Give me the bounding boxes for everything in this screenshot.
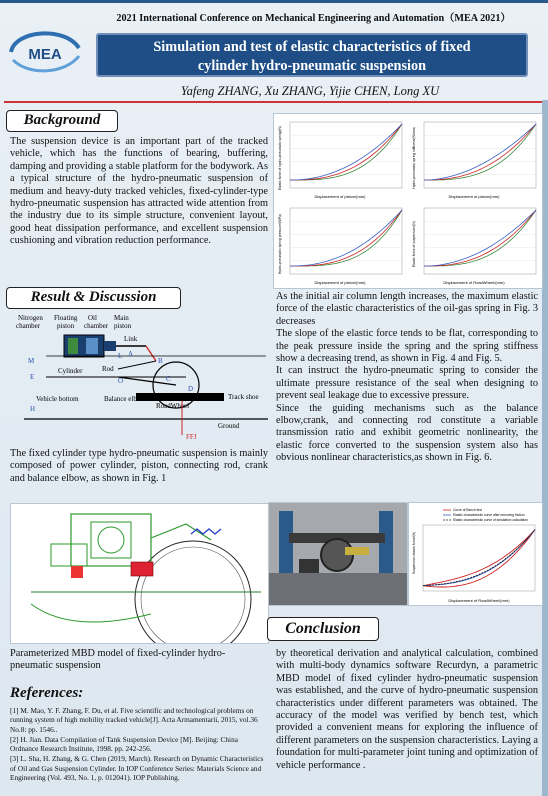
fig6-no-friction — [423, 530, 535, 586]
fig6-legend — [443, 508, 528, 522]
references-heading: References: — [10, 685, 84, 701]
reference-item: [2] H. Jian. Data Compilation of Tank Suspension Device [M]. Beijing: China Ordnance Research Institute, 1998. pp. 242-256. — [10, 734, 238, 754]
mbd-model-figure — [10, 503, 269, 644]
label-track-shoe: Track shoe — [228, 393, 259, 401]
result-heading: Result & Discussion — [6, 287, 181, 309]
fig6-legend-item-3: Elastic characteristic curve of simulation calculation — [453, 518, 528, 522]
label-oil-2: chamber — [84, 322, 109, 330]
label-link: Link — [124, 335, 138, 343]
label-l: L — [118, 352, 123, 360]
chart-2-xlabel: Displacement of piston/(mm) — [448, 194, 500, 199]
fig6-chart — [409, 503, 542, 605]
reference-item: [1] M. Mao, Y. F. Zhang, F. Du, et al. Five scientific and technological problems on running system of high mobility tracked vehicle[J]. Acta Armamentarii, 2015, vol.36 No.8: pp. 1546.. — [10, 706, 258, 734]
chart-3-ylabel: Hydro-pneumatic spring pressure/(MPa) — [278, 213, 282, 275]
label-ffj: FFJ — [186, 433, 197, 441]
label-oil: Oil — [88, 314, 97, 322]
reference-item: [3] L. Sha, H. Zhang, & G. Chen (2019, March). Research on Dynamic Characteristics of Oil and Gas Suspension Cylinder. In IOP Conference Series: Materials Science and Engineering (Vol. 493, No. 1, p. 012041). IOP Publishing. — [10, 754, 264, 783]
authors: Yafeng ZHANG, Xu ZHANG, Yijie CHEN, Long XU — [180, 84, 440, 98]
label-nitrogen: Nitrogen — [18, 314, 43, 322]
fig6-legend-item-1: Curve of Bench test — [453, 508, 482, 512]
label-floating-2: piston — [57, 322, 75, 330]
chart-3-xlabel: Displacement of piston/(mm) — [314, 280, 366, 285]
track-shoe-bar — [136, 393, 224, 401]
fig6-ylabel: Suspension elastic force/(N) — [412, 531, 416, 575]
chart-1-ylabel: Elastic force of hydro-pneumatic spring/(N) — [278, 125, 282, 191]
results-paragraph-3: It can instruct the hydro-pneumatic spring to consider the ultimate pressure resistance of the seal when designing to prevent seal leakage due to excessive pressure. — [276, 365, 538, 402]
title-line-2: cylinder hydro-pneumatic suspension — [197, 58, 427, 74]
main-piston — [104, 341, 116, 351]
poster-title — [96, 33, 528, 77]
chart-4-xlabel: Displacement of RoadWheel/(mm) — [443, 280, 505, 285]
mea-logo-icon — [5, 22, 85, 78]
label-e: E — [30, 373, 35, 381]
background-text: The suspension device is an important part of the tracked vehicle, which has the functions of bearing, buffering, damping and providing a stable platform for the bodywork. As a typical structure of the hydro-pneumatic suspension of medium and heavy-duty tracked vehicles, fixed-cylinder-type hydro-pneumatic suspension has attracted wide attention from the industry due to its simple structure, convenient layout, good heat dissipation performance, and excellent suspension cushioning and vibration reduction performance. — [10, 136, 268, 247]
fig6-xlabel: Displacement of RoadWheel/(mm) — [448, 598, 510, 603]
label-nitrogen-2: chamber — [16, 322, 41, 330]
conclusion-text: by theoretical derivation and analytical calculation, combined with multi-body dynamics software Recurdyn, a parametric MBD model of fixed cylinder hydro-pneumatic suspension was established, and the curve of hydro-pneumatic suspension characteristics under different parameters was obtained. The accuracy of the model was verified by bench test, which provided a convenient means for exploring the influence of different parameters on the suspension characteristics. Laying a foundation for multi-parameter joint tuning and optimization of vehicle performance . — [276, 648, 538, 771]
logo-text: MEA — [28, 46, 62, 63]
top-bar — [0, 0, 548, 3]
label-vehicle-bottom: Vehicle bottom — [36, 395, 79, 403]
fig6-legend-item-2: Elastic characteristic curve after removing friction — [453, 513, 525, 517]
label-m: M — [28, 357, 35, 365]
chart-1-xlabel: Displacement of piston/(mm) — [314, 194, 366, 199]
oil-chamber — [86, 338, 98, 354]
chart-4-ylabel: Elastic force of suspension/(N) — [412, 221, 416, 267]
fig6-bench-lower — [423, 530, 535, 587]
label-h: H — [30, 405, 36, 413]
label-main-2: piston — [114, 322, 132, 330]
fig6-simulation — [423, 530, 535, 586]
bench-test-drawing — [269, 503, 407, 605]
label-cylinder: Cylinder — [58, 367, 83, 375]
conclusion-heading: Conclusion — [267, 617, 379, 641]
mbd-caption: Parameterized MBD model of fixed-cylinder hydro-pneumatic suspension — [10, 648, 226, 672]
mbd-model-drawing — [11, 504, 268, 643]
label-main: Main — [114, 314, 129, 322]
label-balance-elbow: Balance elbow — [104, 395, 146, 403]
label-b: B — [158, 357, 163, 365]
fig1-text: The fixed cylinder type hydro-pneumatic suspension is mainly composed of power cylinder, piston, connecting rod, crank and balance elbow, as shown in Fig. 1 — [10, 448, 268, 484]
fig6-bench-upper — [423, 530, 535, 586]
charts-grid — [274, 114, 542, 288]
label-o: O — [118, 377, 124, 385]
chart-3-frame — [290, 208, 402, 274]
results-paragraph-4: Since the guiding mechanisms such as the balance elbow,crank, and connecting rod constitute a variable transmission ratio and exhibit geometric nonlinearity, the elastic force converted to the suspension system also has obvious nonlinear characteristics,as shown in Fig. 6. — [276, 402, 538, 464]
label-ground: Ground — [218, 422, 240, 430]
background-heading: Background — [6, 110, 118, 132]
label-roadwheel: RoadWheel — [156, 402, 190, 410]
chart-2-ylabel: Hydro-pneumatic spring stiffness/(N/mm) — [412, 127, 416, 189]
label-rod: Rod — [102, 365, 114, 373]
fig6-figure — [408, 502, 543, 606]
divider — [4, 101, 544, 103]
results-discussion-text — [276, 291, 538, 465]
label-d: D — [188, 385, 194, 393]
chart-2-frame — [424, 122, 536, 188]
results-paragraph-2: The slope of the elastic force tends to be flat, corresponding to the peak pressure inside the spring and the spring stiffness show a decreasing trend, as shown in Fig. 4 and Fig. 5. — [276, 328, 538, 365]
title-line-1: Simulation and test of elastic characteristics of fixed — [153, 39, 471, 55]
charts-figure — [273, 113, 543, 289]
chart-1-frame — [290, 122, 402, 188]
suspension-schematic — [6, 311, 272, 443]
label-c: C — [166, 375, 171, 383]
label-floating: Floating — [54, 314, 78, 322]
references-list — [10, 706, 268, 783]
conference-name: 2021 International Conference on Mechanical Engineering and Automation（MEA 2021） — [116, 13, 511, 24]
bench-test-photo — [268, 502, 408, 606]
chart-4-frame — [424, 208, 536, 274]
label-a: A — [128, 350, 134, 358]
fig6-frame — [423, 525, 535, 591]
results-paragraph-1: As the initial air column length increases, the maximum elastic force of the elastic characteristics of the oil-gas spring in Fig. 3 decreases — [276, 291, 538, 327]
floating-piston — [68, 338, 78, 354]
